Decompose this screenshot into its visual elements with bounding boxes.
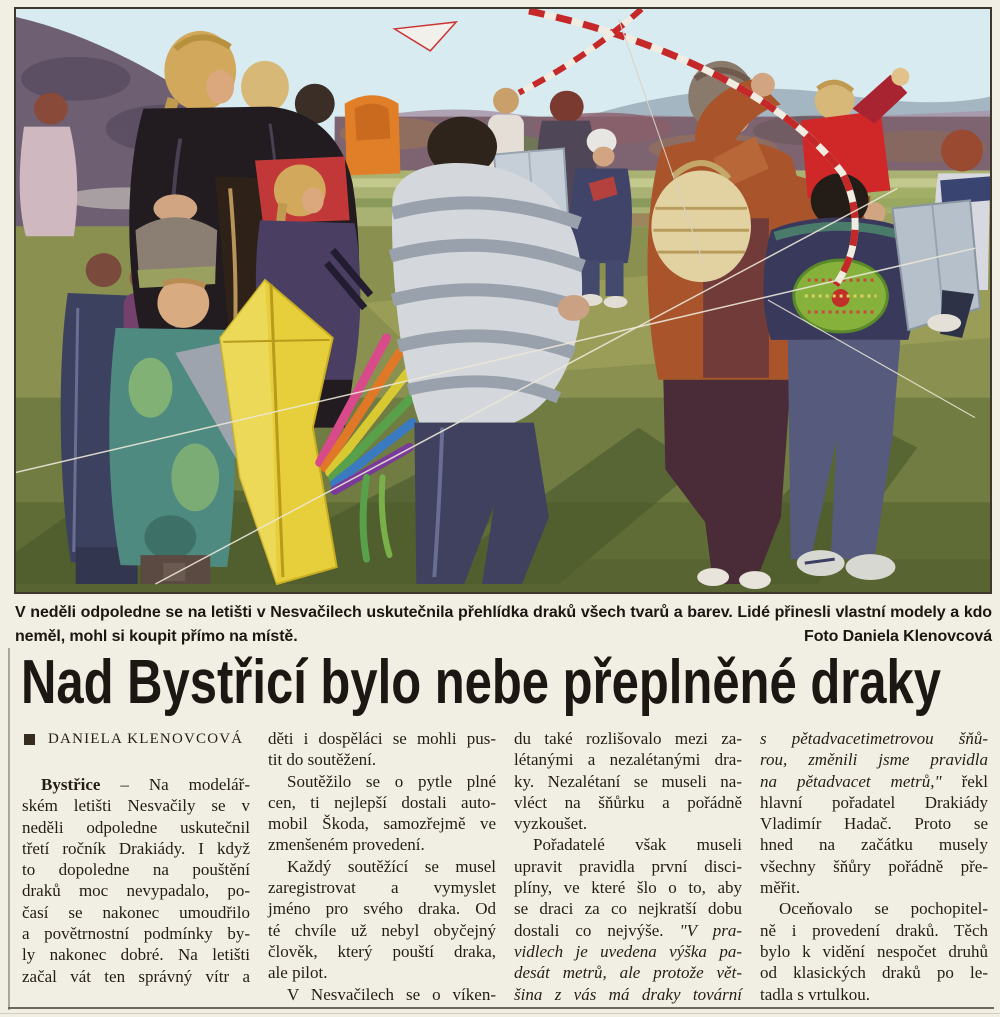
body-line: Oceňovalo se pochopitel- bbox=[779, 899, 988, 919]
body-line: s pětadvacetimetrovou šňů- bbox=[760, 729, 988, 748]
body-line: draků moc nevypadalo, po- bbox=[22, 881, 250, 901]
body-line: šina z vás má draky tovární bbox=[514, 984, 742, 1004]
body-line: dostali co nejvýše. "V pra- bbox=[514, 920, 742, 940]
body-line: zaregistrovat a vymyslet bbox=[268, 878, 496, 898]
body-line: Vladimír Hadač. Proto se bbox=[760, 814, 988, 834]
body-line: začal vát ten správný vítr a bbox=[22, 966, 250, 986]
body-line: a povětrnostní podmínky by- bbox=[22, 924, 250, 944]
body-line: od klasických draků po le- bbox=[760, 963, 988, 983]
body-line: na pětadvacet metrů," řekl bbox=[760, 771, 988, 791]
body-line: vidlech je uvedena výška pa- bbox=[514, 941, 742, 961]
body-line: upravit pravidla první disci- bbox=[514, 856, 742, 876]
body-line: mobil Škoda, samozřejmě ve bbox=[268, 814, 496, 834]
body-line: V Nesvačilech se o víken- bbox=[287, 984, 496, 1004]
body-line: desát metrů, ale protože vět- bbox=[514, 963, 742, 983]
body-line: bylo k vidění nespočet druhů bbox=[760, 941, 988, 961]
caption-line-1: V neděli odpoledne se na letišti v Nesvačilech uskutečnila přehlídka draků všech tvarů a barev. Lidé přinesli vlastní modely a kdo bbox=[15, 604, 992, 621]
byline-name: DANIELA KLENOVCOVÁ bbox=[48, 731, 244, 747]
photo-caption bbox=[15, 601, 992, 649]
body-line: té chvíle už nebyl obyčejný bbox=[268, 920, 496, 940]
bottom-rule-shadow bbox=[0, 1013, 1000, 1014]
body-line: Soutěžilo se o pytle plné bbox=[287, 771, 496, 791]
body-line: tadla s vrtulkou. bbox=[760, 984, 871, 1004]
body-line: děti i dospěláci se mohli pus- bbox=[268, 729, 496, 748]
body-line: se draci za co nejkratší dobu bbox=[514, 899, 742, 919]
body-line: Pořadatelé však museli bbox=[533, 835, 742, 855]
byline-square-icon bbox=[24, 734, 35, 745]
body-line: ském letišti Nesvačily se v bbox=[22, 796, 250, 816]
body-line: jméno pro svého draka. Od bbox=[268, 899, 496, 919]
body-line: ně i provedení draků. Těch bbox=[760, 920, 988, 940]
body-line: všechny šňůry pořádně pře- bbox=[760, 856, 988, 876]
body-line: Každý soutěžící se musel bbox=[287, 856, 496, 876]
byline bbox=[24, 731, 250, 748]
body-line: neděli odpoledne uskutečnil bbox=[22, 817, 250, 837]
body-line: třetí ročník Drakiády. I když bbox=[22, 838, 250, 858]
kite-festival-photo bbox=[16, 9, 990, 592]
photo-credit: Foto Daniela Klenovcová bbox=[804, 628, 992, 645]
photo-frame bbox=[14, 7, 992, 594]
body-line: člověk, který pouští draka, bbox=[268, 941, 496, 961]
body-line: plíny, ve které šlo o to, aby bbox=[514, 878, 742, 898]
column-4 bbox=[760, 728, 988, 1008]
body-line: to dopoledne na pouštění bbox=[22, 860, 250, 880]
body-line: rou, změnili jsme pravidla bbox=[760, 750, 988, 770]
body-line: vléct na šňůrku a pořádně bbox=[514, 792, 742, 812]
body-line: ky. Nezalétaní se museli na- bbox=[514, 771, 742, 791]
caption-line-2: neměl, mohl si koupit přímo na místě. bbox=[15, 628, 298, 645]
hand bbox=[558, 295, 590, 321]
body-line: cen, ti nejlepší dostali auto- bbox=[268, 792, 496, 812]
body-line: časí se nakonec umoudřilo bbox=[22, 902, 250, 922]
column-3 bbox=[514, 728, 742, 1008]
body-line: létanými a nezalétanými dra- bbox=[514, 750, 742, 770]
body-line: hlavní pořadatel Drakiády bbox=[760, 792, 988, 812]
body-line: měřit. bbox=[760, 878, 801, 898]
column-1 bbox=[22, 728, 250, 1008]
body-line: tit do soutěžení. bbox=[268, 750, 377, 770]
body-line: Bystřice – Na modelář- bbox=[41, 775, 250, 794]
body-line: ly nakonec dobré. Na letišti bbox=[22, 945, 250, 965]
column-2 bbox=[268, 728, 496, 1008]
body-line: ale pilot. bbox=[268, 963, 328, 983]
body-line: vyzkoušet. bbox=[514, 814, 588, 834]
headline: Nad Bystřicí bylo nebe přeplněné draky bbox=[21, 648, 942, 717]
left-rule bbox=[8, 648, 10, 1010]
article-body bbox=[22, 728, 988, 1008]
body-line: du také rozlišovalo mezi za- bbox=[514, 729, 742, 748]
body-line: hned na začátku musely bbox=[760, 835, 988, 855]
body-line: zmenšeném provedení. bbox=[268, 835, 425, 855]
